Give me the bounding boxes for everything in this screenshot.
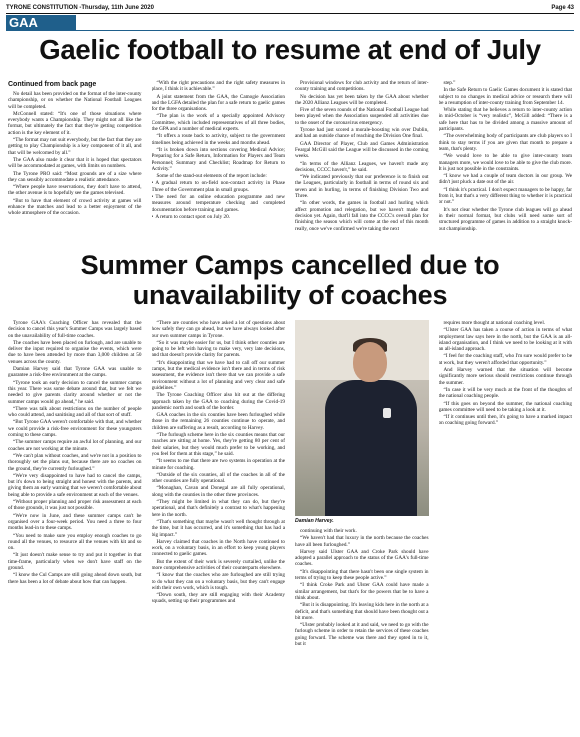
article-paragraph: “I think it's practical. I don't expect managers to be happy, far from it, but that's a very different thing to whether it is practical or not.” (438, 186, 572, 206)
article-paragraph: • A gradual return to on-field non-contact activity in Phase Three of the Government plan in small groups. (152, 180, 286, 193)
article-paragraph: “Where people have reservations, they don't have to attend, the other avenue is to hopefully see the games televised. (8, 184, 142, 197)
story2-body (8, 320, 572, 732)
article-paragraph: “But to have that element of crowd activity at games will enhance the matches and lead to a better enjoyment of the whole atmosphere of the occasion. (8, 197, 142, 217)
article-paragraph: “It offers a route back to activity, subject to the government timelines being achieved in the weeks and months ahead. (151, 133, 285, 146)
article-paragraph: It's not clear whether the Tyrone club leagues will go ahead in their normal format, but clubs will need some sort of structured programme of games in addition to a straight knock-out championship. (438, 206, 572, 232)
article-paragraph: “If it continues until then, it's going to have a marked impact on coaching going forward.” (438, 414, 572, 427)
section-tag: GAA (6, 15, 76, 31)
article-paragraph: The GAA also made it clear that it is hoped that spectators will be accommodated at games, with limits on numbers. (8, 156, 142, 170)
publication-line: TYRONE CONSTITUTION -Thursday, 11th June 2020 (6, 4, 154, 11)
header-rule (6, 13, 574, 14)
headline-summer-camps: Summer Camps cancelled due to unavailability of coaches (80, 250, 500, 310)
article-paragraph: “But it is disappointing. It's leaving kids here in the north at a deficit, and that's something that should have been thought out a bit more. (295, 602, 429, 621)
article-paragraph: No decision has yet been taken by the GAA about whether the 2020 Allianz Leagues will be completed. (295, 93, 429, 106)
article-paragraph: continuing with their work. (300, 528, 357, 534)
article-paragraph: • The need for an online education programme and new measures around temperature checking and completed documentation before training and games. (152, 194, 286, 213)
article-paragraph: Five of the seven rounds of the National Football League had been played when the Association suspended all activities due to the onset of the coronavirus emergency. (295, 107, 429, 126)
story2-column-2 (152, 320, 286, 732)
article-paragraph: “I think Croke Park and Ulster GAA could have made a similar arrangement, but that's for the powers that be to have a think about. (295, 582, 429, 601)
article-paragraph: “We're now in June, and these summer camps can't be organised over a four-week period. You need a three to four months lead-in to these camps. (8, 512, 142, 532)
article-paragraph: “It seems to me that there are two systems in operation at the minute for coaching. (151, 458, 285, 471)
article-paragraph: While stating that he believes a return to inter-county action in mid-October is “very realistic”, McGill added: “There is a safe here that has to be divided among a massive amount of participants. (438, 107, 572, 133)
article-paragraph: “I know that the coaches who are furloughed are still trying to do what they can on a voluntary basis, but they can't engage with their own work, which is tough. (151, 572, 285, 591)
article-paragraph: A joint statement from the GAA, the Camogie Association and the LGFA detailed the plan for a safe return to gaelic games for the three organisations. (151, 93, 285, 113)
article-paragraph: McConnell stated: “It's one of those situations where everybody wants a Championship. They might not all like the format, but ultimately the fact that they're getting competition action is the key element of it. (8, 110, 142, 136)
article-paragraph: “We can't plan without coaches, and we're not in a position to thoroughly set the plans out, because there are no coaches on the ground, they're currently furloughed.” (8, 452, 142, 472)
article-paragraph: Harvey claimed that coaches in the North have continued to work, on a voluntary basis, in an effort to keep young players connected to gaelic games. (151, 538, 285, 558)
article-paragraph: “If this goes on beyond the summer, the national coaching games committee will need to be taking a look at it. (438, 400, 572, 413)
article-paragraph: “They might be limited in what they can do, but they're operational, and that's definitely a contrast to what's happening here in the north. (151, 499, 285, 518)
article-paragraph: GAA Director of Player, Club and Games Administration Feargal McGill said the League will be discussed in the coming weeks. (295, 140, 429, 160)
article-paragraph: “The overwhelming body of participants are club players so I think to stay terms if you are given that month to prepare a team, that's plenty. (438, 133, 572, 152)
article-paragraph: “The format may not suit everybody, but the fact that they are getting to play Championship is a key component of it all, and that will be welcomed by all.” (8, 137, 142, 156)
story1-column-3 (295, 80, 429, 245)
story2-column-3 (295, 320, 429, 732)
article-paragraph: “I know we had a couple of team doctors in our group. We didn't just pluck a date out of the air. (438, 173, 572, 186)
article-paragraph: “There are counties who have asked a lot of questions about how safely they can go ahead, but we have always looked after our own summer camps in Tyrone. (151, 320, 285, 339)
article-paragraph: “So it was maybe easier for us, but I think other counties are going to be left with having to make very, very late decisions, and that doesn't provide clarity for parents. (151, 339, 285, 359)
continued-label: Continued from back page (8, 81, 97, 88)
article-paragraph: “I feel for the coaching staff, who I'm sure would prefer to be at work, but they weren't afforded that opportunity.” (438, 353, 572, 366)
article-paragraph: step.” (443, 80, 456, 86)
page-number: Page 43 (551, 4, 574, 11)
story2-column-1 (8, 320, 142, 732)
article-paragraph: “Monaghan, Cavan and Donegal are all fully operational, along with the counties in the other three provinces. (151, 485, 285, 498)
article-paragraph: Damian Harvey said that Tyrone GAA was unable to guarantee a risk-free environment at the camps. (8, 366, 142, 379)
story1-column-2 (152, 80, 286, 245)
section-rule (76, 30, 574, 31)
article-paragraph: And Harvey warned that the situation will become significantly more serious should restrictions continue through the summer. (438, 367, 572, 386)
article-paragraph: “The summer camps require an awful lot of planning, and our coaches are not working at the minute. (8, 439, 142, 452)
article-paragraph: “We indicated previously that our preference is to finish out the Leagues, particularly in football in terms of round six and seven and in hurling, in terms of finishing Division Two and Three. (295, 174, 429, 200)
article-paragraph: “In case it will be very much at the front of the thoughts of the national coaching people. (438, 386, 572, 400)
article-paragraph: “We would love to be able to give inter-county team managers more, we would love to be able to give the club more. It is just not possible in the constraints. (438, 153, 572, 172)
article-paragraph: “Without proper planning and proper risk assessment at each of those grounds, it was just not possible. (8, 499, 142, 512)
page-header (6, 2, 574, 13)
article-paragraph: “It's disappointing that there hasn't been one single system in terms of trying to keep these people active.” (295, 568, 429, 582)
article-paragraph: GAA coaches in the six counties have been furloughed while those in the remaining 26 counties continue to operate, and children are suffering as a result, according to Harvey. (151, 412, 285, 431)
article-paragraph: Some of the stand-out elements of the report include: (156, 173, 267, 180)
article-paragraph: “In terms of the Allianz Leagues, we haven't made any decisions, CCCC haven't,” he said. (295, 160, 429, 173)
article-paragraph: The coaches have been placed on furlough, and are unable to deliver the input required to organise the events, which were due to have been attended by more than 3,000 children at 50 venues across the county. (8, 339, 142, 365)
article-paragraph: “But Tyrone GAA weren't comfortable with that, and whether we could provide a risk-free environment for these youngsters coming to these camps. (8, 419, 142, 439)
article-paragraph: “It just doesn't make sense to try and put it together in that time-frame, particularly when we don't have staff on the ground. (8, 552, 142, 571)
article-paragraph: “That's something that maybe wasn't well thought through at the time, but it has occurred, and it's something that has had a big impact.” (151, 518, 285, 538)
article-paragraph: requires more thought at national coaching level. (443, 320, 546, 326)
article-paragraph: “Ulster probably looked at it and said, we need to go with the furlough scheme in order to retain the services of these coaches going forward. The scheme was there and they opted in to it, but it (295, 622, 429, 648)
article-paragraph: “Tyrone took an early decision to cancel the summer camps this year. There was some debate around that, but we felt we needed to give parents clarity around whether or not the summer camps would go ahead,” he said. (8, 379, 142, 405)
headline-gaelic-football: Gaelic football to resume at end of July (39, 34, 541, 65)
article-paragraph: “It's disappointing that we have had to call off our summer camps, but the medical evidence isn't there and in terms of risk assessment, the evidence isn't there that we can provide a safe environment without a lot of planning and very clear and safe guidelines.” (151, 359, 285, 391)
article-paragraph: The Tyrone PRO said: “Most grounds are of a size where they can sensibly accommodate a realistic attendance. (8, 170, 142, 183)
article-paragraph: “The furlough scheme here in the six counties means that our coaches are sitting at home. Yes, they're getting 80 per cent of their salaries, but they would much prefer to be working, and you feel for them at this stage,” he said. (151, 432, 285, 457)
article-paragraph: But the extent of their work is severely curtailed, unlike the more comprehensive activities of their counterparts elsewhere. (151, 558, 285, 571)
article-paragraph: “The plan is the work of a specially appointed Advisory Committee, which included representatives of all three bodies, the GPA and a number of medical experts. (151, 113, 285, 133)
article-paragraph: “We're very disappointed to have had to cancel the camps, but it's down to being straight and honest with the parents, and giving them an early warning that we weren't comfortable about being able to provide a safe environment at each of the venues. (8, 472, 142, 498)
article-paragraph: Harvey said Ulster GAA and Croke Park should have adopted a parallel approach to the status of the GAA's full-time coaches. (295, 548, 429, 568)
article-paragraph: “Down south, they are still engaging with their Academy squads, setting up their programmes and (151, 592, 285, 605)
story2-column-4 (439, 320, 573, 732)
article-paragraph: “There was talk about restrictions on the number of people who could attend, and sanitising and all of that sort of stuff. (8, 405, 142, 419)
article-paragraph: Tyrone GAA's Coaching Officer has revealed that the decision to cancel this year's Summer Camps was largely based on the unavailability of full-time coaches. (8, 320, 142, 339)
article-paragraph: Tyrone had just scored a morale-boosting win over Dublin, and had an outside chance of reaching the Division One final. (295, 127, 429, 140)
article-paragraph: The Tyrone Coaching Officer also hit out at the differing approach taken by the GAA to coaching during the Covid-19 pandemic north and south of the border. (151, 392, 285, 411)
article-paragraph: “I know the Cul Camps are still going ahead down south, but there has been a lot of debate about how that can happen. (8, 572, 142, 585)
article-paragraph: “It is broken down into sections covering Medical Advice; Preparing for a Safe Return, Information for Players and Team Personnel; Summary and Checklist; Roadmap for Return to Activity.” (151, 146, 285, 172)
article-paragraph: “We haven't had that luxury in the north because the coaches have all been furloughed.” (295, 535, 429, 548)
article-paragraph: In the Safe Return to Gaelic Games document it is stated that subject to no changes in medical advice or research there will be a resumption of inter-county training from September 14. (438, 87, 572, 106)
article-paragraph: • A return to contact sport on July 20. (152, 214, 286, 220)
photo-caption: Damian Harvey. (295, 518, 334, 524)
damian-harvey-photo (295, 320, 429, 516)
article-paragraph: “With the right precautions and the right safety measures in place, I think it is achievable.” (151, 80, 285, 93)
article-paragraph: “Ulster GAA has taken a course of action in terms of what employment law says here in the north, but the GAA is an all-island organisation, and I think we need to be looking at it with an all-island approach. (438, 327, 572, 353)
article-paragraph: Provisional windows for club activity and the return of inter-county training and competitions. (295, 80, 429, 93)
article-paragraph: “Outside of the six counties, all of the coaches in all of the other counties are fully operational. (151, 471, 285, 485)
article-paragraph: No detail has been provided on the format of the inter-county championship, or on whether the National Football Leagues will be completed. (8, 91, 142, 110)
story1-column-4 (439, 80, 573, 245)
article-paragraph: “You need to make sure you employ enough coaches to go round all the venues, to resource all the venues with kit and so on. (8, 532, 142, 552)
article-paragraph: “In other words, the games in football and hurling which affect promotion and relegation, but we haven't made that decision yet. Again, that'll fall into the CCCC's overall plan for finishing the season which will come at the end of this month really, once we've confirmed we're taking the next (295, 200, 429, 232)
story1-column-1 (8, 80, 142, 245)
story1-body (8, 80, 572, 245)
